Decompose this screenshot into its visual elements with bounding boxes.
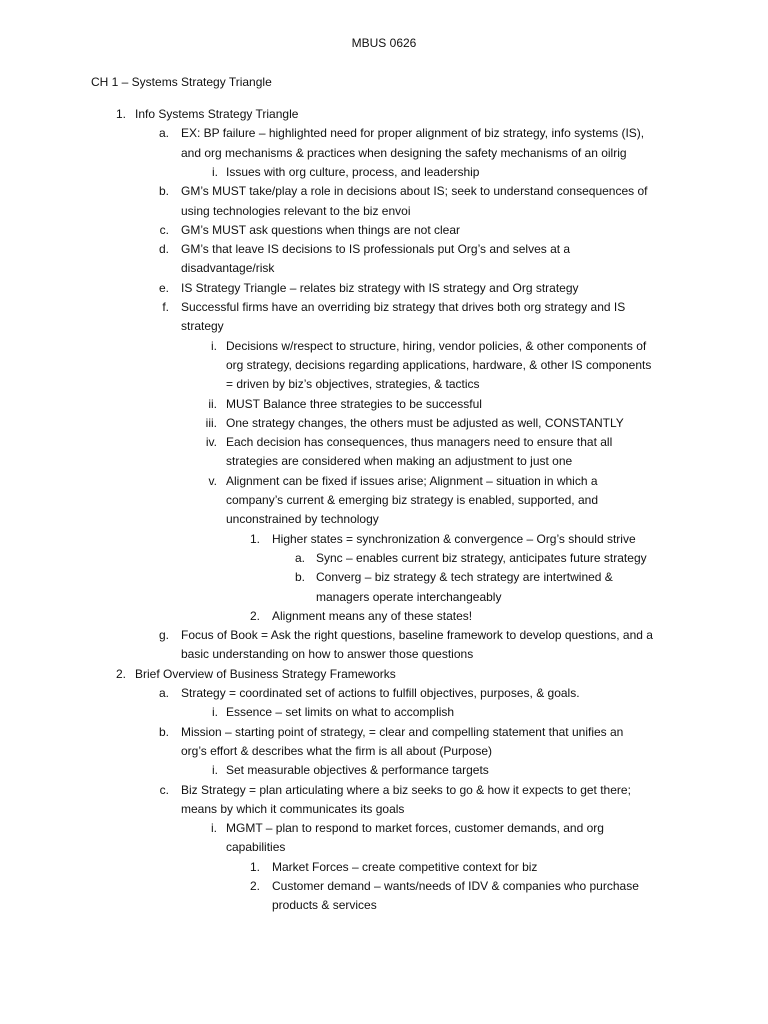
outline-line: Focus of Book = Ask the right questions, baseline framework to develop questions, and a (181, 628, 653, 642)
outline-line: MUST Balance three strategies to be successful (226, 397, 482, 411)
outline-marker: a. (158, 126, 169, 140)
outline-line: unconstrained by technology (226, 512, 379, 526)
outline-marker: i. (211, 821, 217, 835)
outline-line: products & services (272, 898, 377, 912)
outline-marker: c. (159, 783, 169, 797)
outline-marker: ii. (208, 397, 217, 411)
outline-marker: 2. (115, 667, 126, 681)
outline-marker: v. (208, 474, 217, 488)
outline-line: means by which it communicates its goals (181, 802, 405, 816)
outline-marker: 1. (249, 860, 260, 874)
outline-line: org’s effort & describes what the firm is all about (Purpose) (181, 744, 493, 758)
outline-marker: 2. (249, 609, 260, 623)
outline-line: Set measurable objectives & performance targets (226, 763, 489, 777)
outline-line: Converg – biz strategy & tech strategy are intertwined & (316, 570, 613, 584)
outline-line: Alignment means any of these states! (272, 609, 473, 623)
outline-line: Alignment can be fixed if issues arise; Alignment – situation in which a (226, 474, 598, 488)
outline-marker: d. (158, 242, 169, 256)
outline-line: Successful firms have an overriding biz strategy that drives both org strategy and IS (181, 300, 626, 314)
chapter-title: CH 1 – Systems Strategy Triangle (91, 75, 272, 89)
outline-marker: 2. (249, 879, 260, 893)
outline-line: strategy (181, 319, 224, 333)
outline-line: disadvantage/risk (181, 261, 275, 275)
outline-marker: iii. (205, 416, 217, 430)
outline-line: Brief Overview of Business Strategy Frameworks (135, 667, 396, 681)
outline-line: GM’s that leave IS decisions to IS professionals put Org’s and selves at a (181, 242, 571, 256)
outline-marker: a. (158, 686, 169, 700)
outline-line: company’s current & emerging biz strategy is enabled, supported, and (226, 493, 598, 507)
outline-line: Decisions w/respect to structure, hiring, vendor policies, & other components of (226, 339, 647, 353)
outline-line: Biz Strategy = plan articulating where a biz seeks to go & how it expects to get there; (181, 783, 631, 797)
outline-line: capabilities (226, 840, 286, 854)
outline-line: using technologies relevant to the biz envoi (181, 204, 411, 218)
outline-line: Mission – starting point of strategy, = clear and compelling statement that unifies an (181, 725, 624, 739)
outline-line: Strategy = coordinated set of actions to fulfill objectives, purposes, & goals. (181, 686, 580, 700)
outline-line: Issues with org culture, process, and leadership (226, 165, 480, 179)
outline-line: = driven by biz’s objectives, strategies, & tactics (226, 377, 480, 391)
outline-line: One strategy changes, the others must be adjusted as well, CONSTANTLY (226, 416, 624, 430)
outline-line: IS Strategy Triangle – relates biz strategy with IS strategy and Org strategy (181, 281, 579, 295)
outline-line: Info Systems Strategy Triangle (135, 107, 299, 121)
outline-line: managers operate interchangeably (316, 590, 502, 604)
outline-line: GM’s MUST take/play a role in decisions about IS; seek to understand consequences of (181, 184, 648, 198)
outline-line: EX: BP failure – highlighted need for proper alignment of biz strategy, info systems (IS), (181, 126, 645, 140)
outline-marker: f. (162, 300, 169, 314)
outline-marker: 1. (249, 532, 260, 546)
outline-line: Higher states = synchronization & convergence – Org’s should strive (272, 532, 636, 546)
outline-line: org strategy, decisions regarding applications, hardware, & other IS components (226, 358, 652, 372)
outline-line: Market Forces – create competitive context for biz (272, 860, 538, 874)
outline-line: basic understanding on how to answer those questions (181, 647, 474, 661)
outline-line: strategies are considered when making an adjustment to just one (226, 454, 573, 468)
outline-marker: g. (158, 628, 169, 642)
outline-marker: 1. (115, 107, 126, 121)
outline-line: Sync – enables current biz strategy, anticipates future strategy (316, 551, 647, 565)
outline-marker: e. (158, 281, 169, 295)
outline-line: Customer demand – wants/needs of IDV & companies who purchase (272, 879, 639, 893)
outline-marker: i. (212, 705, 218, 719)
outline-marker: i. (211, 339, 217, 353)
outline-marker: b. (158, 725, 169, 739)
outline-line: Essence – set limits on what to accomplish (226, 705, 455, 719)
outline-marker: i. (212, 763, 218, 777)
outline-line: Each decision has consequences, thus managers need to ensure that all (226, 435, 613, 449)
outline-line: MGMT – plan to respond to market forces, customer demands, and org (226, 821, 604, 835)
outline-marker: a. (294, 551, 305, 565)
outline-marker: i. (212, 165, 218, 179)
outline-marker: b. (158, 184, 169, 198)
outline-line: GM’s MUST ask questions when things are not clear (181, 223, 461, 237)
outline-marker: c. (159, 223, 169, 237)
course-header: MBUS 0626 (351, 36, 417, 50)
outline-marker: iv. (205, 435, 217, 449)
outline-line: and org mechanisms & practices when designing the safety mechanisms of an oilrig (181, 146, 627, 160)
outline-marker: b. (294, 570, 305, 584)
